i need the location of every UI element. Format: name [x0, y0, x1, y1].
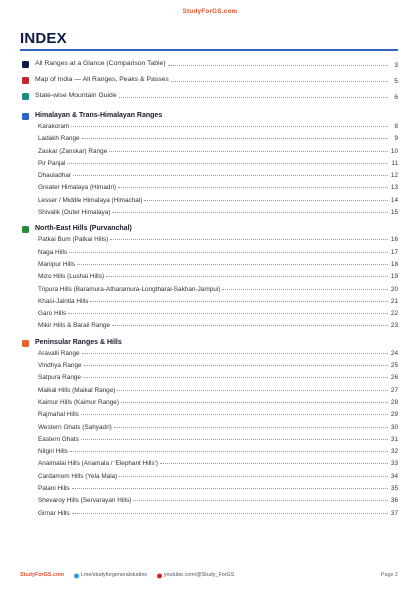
section-heading [20, 335, 398, 350]
dot-leader [168, 65, 388, 66]
index-entry[interactable] [20, 497, 398, 509]
entry-label: Mikir Hills & Barail Range [38, 322, 111, 330]
section-title: Peninsular Ranges & Hills [35, 338, 122, 346]
entry-page-number: 37 [390, 509, 398, 517]
entry-label: Patkai Bum (Patkai Hills) [38, 236, 109, 244]
dot-leader [81, 414, 388, 415]
index-entry[interactable] [20, 298, 398, 310]
entry-page-number: 23 [390, 322, 398, 330]
footer-page-number: Page 2 [380, 572, 398, 578]
entry-page-number: 32 [390, 448, 398, 456]
index-entry[interactable] [20, 148, 398, 160]
dot-leader [160, 463, 388, 464]
dot-leader [77, 264, 388, 265]
index-entry[interactable] [20, 135, 398, 147]
section-heading [20, 221, 398, 236]
entry-page-number: 6 [394, 94, 398, 101]
index-entry[interactable] [20, 172, 398, 184]
footer-brand-link[interactable]: StudyForGS.com [20, 572, 65, 578]
index-entry[interactable] [20, 249, 398, 261]
entry-label: Garo Hills [38, 310, 67, 318]
bullet-square-icon [22, 61, 29, 68]
index-entry[interactable] [20, 322, 398, 334]
dot-leader [117, 390, 388, 391]
entry-label: Ladakh Range [38, 135, 80, 143]
entry-label: Shevaroy Hills (Servarayan Hills) [38, 497, 132, 505]
index-entry[interactable] [20, 374, 398, 386]
entry-page-number: 21 [390, 297, 398, 305]
entry-page-number: 34 [390, 472, 398, 480]
dot-leader [70, 451, 388, 452]
index-entry[interactable] [20, 448, 398, 460]
dot-leader [90, 301, 388, 302]
dot-leader [118, 187, 388, 188]
dot-leader [72, 513, 388, 514]
entry-page-number: 3 [394, 62, 398, 69]
index-entry-state-wise-guide[interactable] [20, 92, 398, 108]
entry-label: Western Ghats (Sahyadri) [38, 423, 112, 431]
entry-label: Aravalli Range [38, 349, 80, 357]
index-entry-comparison-table[interactable] [20, 60, 398, 76]
entry-page-number: 26 [390, 374, 398, 382]
dot-leader [82, 353, 388, 354]
entry-label: Girnar Hills [38, 509, 70, 517]
index-entry[interactable] [20, 261, 398, 273]
entry-page-number: 13 [390, 184, 398, 192]
dot-leader [71, 126, 388, 127]
footer-youtube-link[interactable]: youtube.com/@Study_ForGS [163, 572, 235, 578]
index-sections [20, 108, 398, 522]
entry-page-number: 22 [390, 310, 398, 318]
dot-leader [106, 276, 388, 277]
bullet-square-icon [22, 77, 29, 84]
dot-leader [114, 427, 388, 428]
entry-page-number: 29 [390, 411, 398, 419]
entry-page-number: 31 [390, 435, 398, 443]
dot-leader [81, 439, 388, 440]
index-entry[interactable] [20, 362, 398, 374]
entry-page-number: 14 [390, 196, 398, 204]
dot-leader [72, 488, 388, 489]
dot-leader [119, 97, 388, 98]
entry-page-number: 9 [394, 135, 398, 143]
entry-page-number: 33 [390, 460, 398, 468]
dot-leader [119, 476, 388, 477]
dot-leader [73, 175, 388, 176]
index-entry[interactable] [20, 286, 398, 298]
entry-label: Anaimalai Hills (Anamala / 'Elephant Hills') [38, 460, 159, 468]
index-entry[interactable] [20, 424, 398, 436]
dot-leader [82, 138, 388, 139]
index-entry[interactable] [20, 160, 398, 172]
index-entry[interactable] [20, 436, 398, 448]
index-entry[interactable] [20, 510, 398, 522]
index-entry[interactable] [20, 473, 398, 485]
entry-page-number: 19 [390, 273, 398, 281]
entry-label: Shivalik (Outer Himalaya) [38, 209, 111, 217]
index-entry[interactable] [20, 123, 398, 135]
dot-leader [68, 313, 388, 314]
dot-leader [83, 377, 388, 378]
dot-leader [144, 200, 388, 201]
header-brand[interactable]: StudyForGS.com [182, 8, 238, 15]
entry-label: All Ranges at a Glance (Comparison Table) [35, 60, 166, 67]
page-footer [20, 572, 398, 578]
entry-page-number: 35 [390, 485, 398, 493]
entry-label: Maikal Hills (Maikal Range) [38, 386, 116, 394]
entry-label: Eastern Ghats [38, 435, 79, 443]
entry-label: Manipur Hills [38, 260, 75, 268]
entry-page-number: 28 [390, 398, 398, 406]
entry-label: Naga Hills [38, 248, 68, 256]
telegram-icon [74, 573, 79, 578]
entry-label: Greater Himalaya (Himadri) [38, 184, 117, 192]
page-title: INDEX [20, 30, 67, 47]
dot-leader [84, 365, 388, 366]
entry-label: Tripura Hills (Baramura-Atharamura-Longtharai-Sakhan-Jampui) [38, 285, 221, 293]
dot-leader [67, 163, 388, 164]
entry-page-number: 25 [390, 362, 398, 370]
footer-separator: · [68, 572, 70, 578]
dot-leader [110, 239, 388, 240]
index-entry[interactable] [20, 350, 398, 362]
entry-page-number: 20 [390, 285, 398, 293]
entry-label: Palani Hills [38, 485, 70, 493]
youtube-icon [157, 573, 162, 578]
dot-leader [222, 289, 388, 290]
dot-leader [112, 325, 388, 326]
entry-label: Mizo Hills (Lushai Hills) [38, 273, 105, 281]
entry-page-number: 11 [391, 159, 398, 167]
entry-page-number: 18 [390, 260, 398, 268]
bullet-square-icon [22, 93, 29, 100]
entry-label: Kaimur Hills (Kaimur Range) [38, 398, 119, 406]
entry-label: Rajmahal Hills [38, 411, 79, 419]
entry-label: Karakoram [38, 123, 70, 130]
index-entry[interactable] [20, 460, 398, 472]
section-square-icon [22, 340, 29, 347]
entry-page-number: 10 [390, 147, 398, 155]
index-entry[interactable] [20, 485, 398, 497]
index-list [20, 60, 398, 522]
entry-label: Nilgiri Hills [38, 448, 68, 456]
dot-leader [69, 252, 388, 253]
entry-page-number: 17 [390, 248, 398, 256]
section-title: Himalayan & Trans-Himalayan Ranges [35, 112, 163, 119]
entry-label: Dhauladhar [38, 172, 72, 180]
entry-page-number: 36 [390, 497, 398, 505]
title-divider [20, 49, 398, 51]
index-entry-map-of-india[interactable] [20, 76, 398, 92]
index-entry[interactable] [20, 184, 398, 196]
index-entry[interactable] [20, 387, 398, 399]
entry-page-number: 24 [390, 349, 398, 357]
entry-label: Map of India — All Ranges, Peaks & Passes [35, 76, 169, 83]
section-title: North-East Hills (Purvanchal) [35, 225, 132, 233]
footer-separator: · [151, 572, 153, 578]
section-square-icon [22, 226, 29, 233]
dot-leader [121, 402, 388, 403]
index-entry[interactable] [20, 209, 398, 221]
dot-leader [133, 500, 388, 501]
dot-leader [171, 81, 388, 82]
section-square-icon [22, 113, 29, 120]
entry-page-number: 8 [394, 123, 398, 130]
index-entry[interactable] [20, 273, 398, 285]
section-heading [20, 108, 398, 123]
index-entry[interactable] [20, 197, 398, 209]
footer-telegram-link[interactable]: t.me/studyforgeneralstudies [80, 572, 148, 578]
entry-label: Vindhya Range [38, 362, 82, 370]
entry-page-number: 27 [390, 386, 398, 394]
dot-leader [109, 151, 388, 152]
entry-page-number: 16 [390, 236, 398, 244]
entry-label: State-wise Mountain Guide [35, 92, 117, 99]
entry-label: Pir Panjal [38, 159, 66, 167]
entry-label: Zaskar (Zanskar) Range [38, 147, 108, 155]
index-entry[interactable] [20, 399, 398, 411]
entry-page-number: 12 [390, 172, 398, 180]
index-entry[interactable] [20, 310, 398, 322]
entry-label: Cardamom Hills (Yela Mala) [38, 472, 118, 480]
entry-label: Khasi-Jaintia Hills [38, 297, 89, 305]
entry-label: Lesser / Middle Himalaya (Himachal) [38, 196, 143, 204]
entry-page-number: 30 [390, 423, 398, 431]
entry-page-number: 15 [390, 209, 398, 217]
entry-page-number: 5 [394, 78, 398, 85]
index-entry[interactable] [20, 411, 398, 423]
dot-leader [112, 212, 388, 213]
entry-label: Satpura Range [38, 374, 81, 382]
index-entry[interactable] [20, 236, 398, 248]
